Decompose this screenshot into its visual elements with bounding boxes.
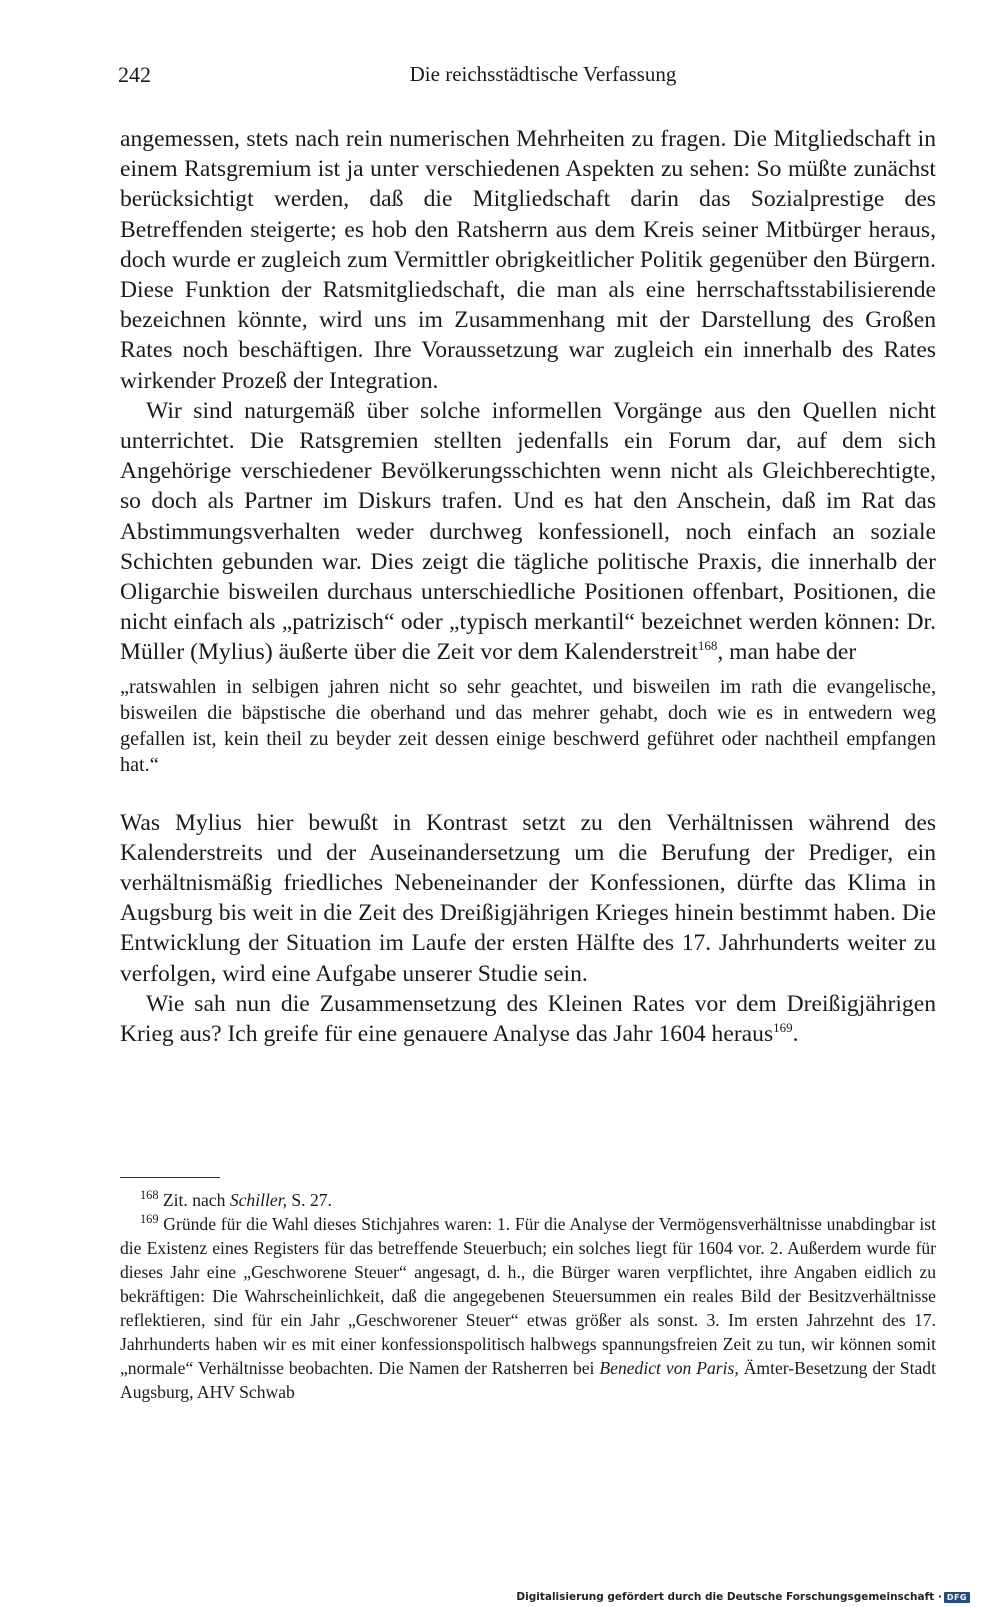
running-title: Die reichsstädtische Verfassung [409,62,677,86]
main-text [120,124,936,1049]
paragraph-2 [120,396,936,668]
footnote-168 [120,1188,936,1212]
footnote-text: Zit. nach [162,1190,230,1210]
credit-text: Digitalisierung gefördert durch die Deutsche Forschungsgemeinschaft · [516,1591,942,1603]
footnote-text: Gründe für die Wahl dieses Stichjahres waren: 1. Für die Analyse der Vermögensverhältnisse unabdingbar ist die Existenz eines Registers für das betreffende Steuerbuch; ein solches liegt für 1604 vor. 2. Außerdem wurde für dieses Jahr eine „Geschworene Steuer“ angesagt, d. h., die Bürger waren verpflichtet, ihre Angaben eidlich zu bekräftigen: Die Wahrscheinlichkeit, daß die angegebenen Steuersummen ein reales Bild der Besitzverhältnisse reflektieren, sind für ein Jahr „Geschworener Steuer“ etwas größer als sonst. 3. Im ersten Jahrzehnt des 17. Jahrhunderts haben wir es mit einer konfessionspolitisch halbwegs spannungsfreien Zeit zu tun, wir können somit „normale“ Verhältnisse beobachten. Die Namen der Ratsherren bei [120,1214,936,1378]
footnote-number: 169 [140,1212,159,1227]
paragraph-4 [120,989,936,1049]
footnote-author: Benedict von Paris, [599,1358,739,1378]
block-quote: „ratswahlen in selbigen jahren nicht so sehr geachtet, und bisweilen im rath die evangelische, bisweilen die bäpstische die oberhand und das mehrer gehabt, doch wie es in entwedern weg gefallen ist, kein theil zu beyder zeit dessen einige beschwerd geführet oder nachtheil empfangen hat.“ [120,675,936,776]
paragraph-2-text: Wir sind naturgemäß über solche informellen Vorgänge aus den Quellen nicht unterrichtet. Die Ratsgremien stellten jedenfalls ein Forum dar, auf dem sich Angehörige verschiedener Bevölkerungsschichten wenn nicht als Gleichberechtigte, so doch als Partner im Diskurs trafen. Und es hat den Anschein, daß im Rat das Abstimmungsverhalten weder durchweg konfessionell, noch einfach an soziale Schichten gebunden war. Dies zeigt die tägliche politische Praxis, die innerhalb der Oligarchie bisweilen durchaus unterschiedliche Positionen offenbart, Positionen, die nicht einfach als „patrizisch“ oder „typisch merkantil“ bezeichnet werden können: Dr. Müller (Mylius) äußerte über die Zeit vor dem Kalenderstreit [120,397,936,666]
page-number: 242 [118,62,151,87]
paragraph-4-text: Wie sah nun die Zusammensetzung des Kleinen Rates vor dem Dreißigjährigen Krieg aus? Ich greife für eine genauere Analyse das Jahr 1604 heraus [120,990,936,1048]
footnote-author: Schiller, [229,1190,287,1210]
page-header [118,62,918,102]
dfg-logo-icon: DFG [944,1592,970,1603]
footnote-ref-168[interactable]: 168 [697,638,718,654]
footnote-ref-169[interactable]: 169 [773,1020,793,1036]
footnote-text: Ämter-Besetzung der Stadt Augsburg, AHV Schwab [120,1358,936,1402]
paragraph-1: angemessen, stets nach rein numerischen Mehrheiten zu fragen. Die Mitgliedschaft in einem Ratsgremium ist ja unter verschiedenen Aspekten zu sehen: So müßte zunächst berücksichtigt werden, daß die Mitgliedschaft darin das Sozialprestige des Betreffenden steigerte; es hob den Ratsherrn aus dem Kreis seiner Mitbürger heraus, doch wurde er zugleich zum Vermittler obrigkeitlicher Politik gegenüber den Bürgern. Diese Funktion der Ratsmitgliedschaft, die man als eine herrschaftsstabilisierende bezeichnen könnte, wird uns im Zusammenhang mit der Darstellung des Großen Rates noch beschäftigen. Ihre Voraussetzung war zugleich ein innerhalb des Rates wirkender Prozeß der Integration. [120,126,936,394]
paragraph-4-tail: . [792,1021,799,1048]
digitization-credit [516,1591,970,1603]
footnotes [120,1188,936,1404]
footnote-number: 168 [140,1188,159,1203]
footnote-169 [120,1212,936,1404]
paragraph-2-tail: , man habe der [717,639,857,666]
footnote-divider [120,1177,220,1178]
footnote-text: S. 27. [286,1190,332,1210]
paragraph-3: Was Mylius hier bewußt in Kontrast setzt zu den Verhältnissen während des Kalenderstreits und der Auseinandersetzung um die Berufung der Prediger, ein verhältnismäßig friedliches Nebeneinander der Konfessionen, dürfte das Klima in Augsburg bis weit in die Zeit des Dreißigjährigen Krieges hinein bestimmt haben. Die Entwicklung der Situation im Laufe der ersten Hälfte des 17. Jahrhunderts weiter zu verfolgen, wird eine Aufgabe unserer Studie sein. [120,809,936,987]
